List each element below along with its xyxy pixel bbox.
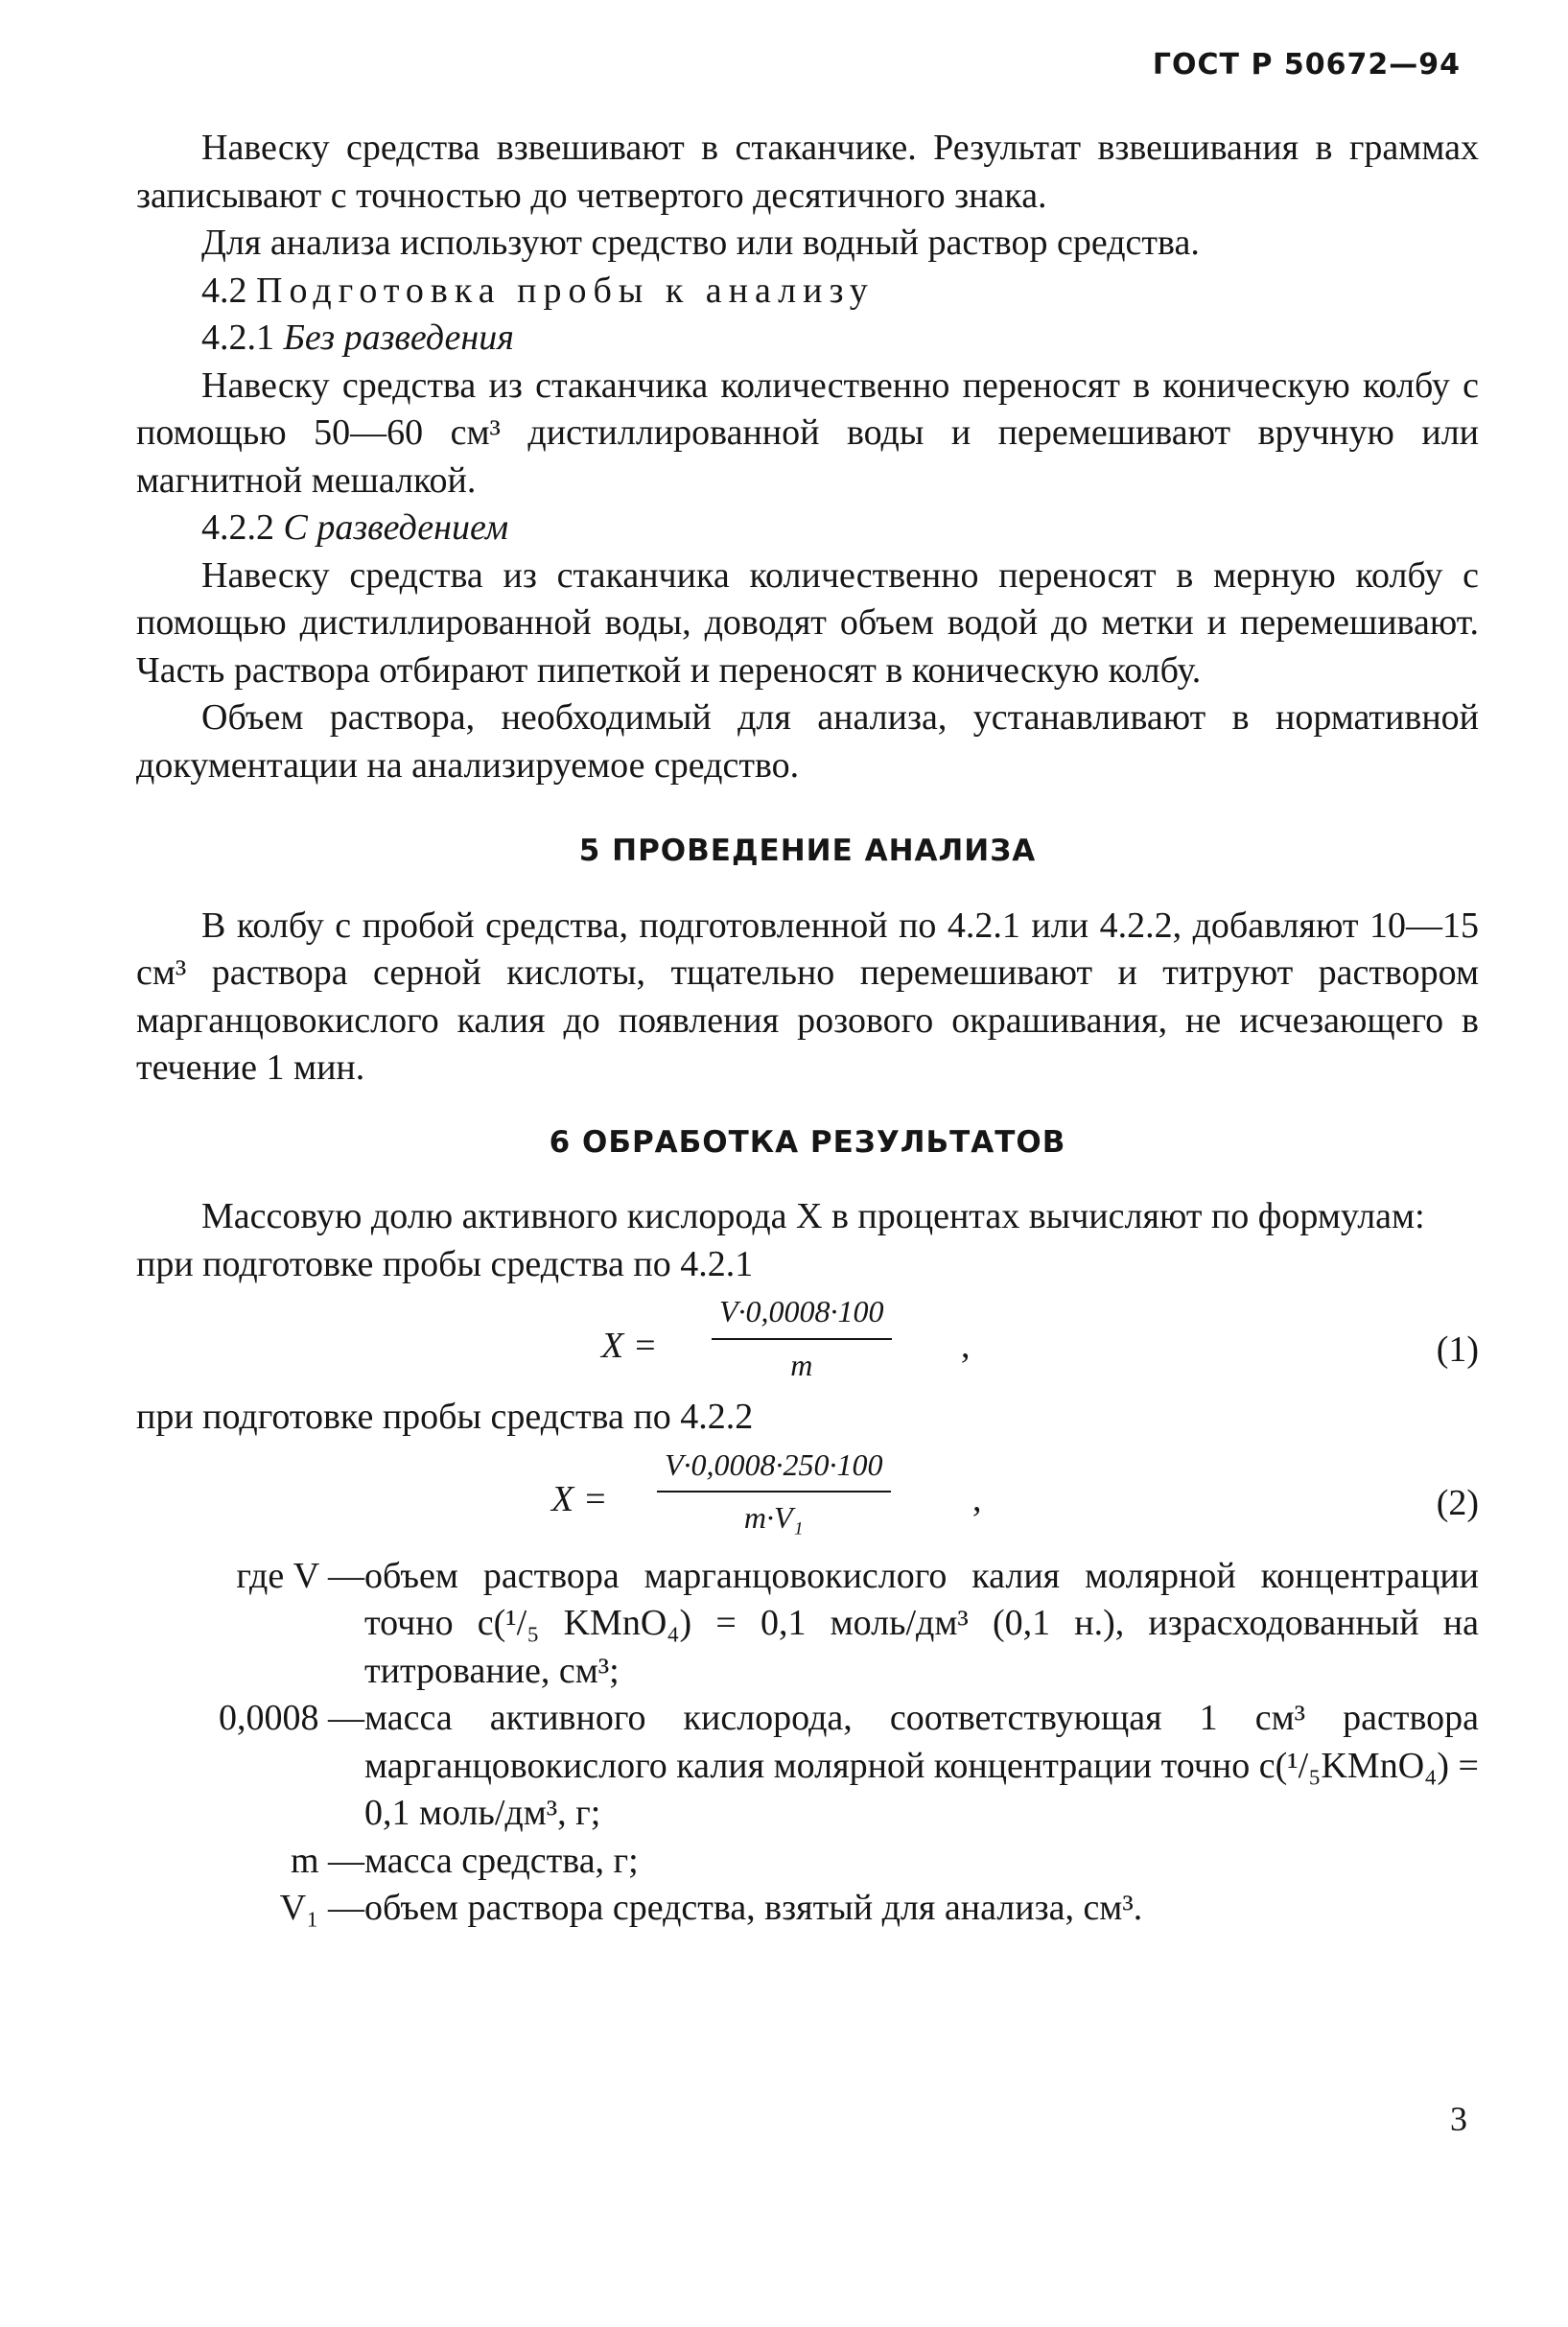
formula-1-numerator: V·0,0008·100 xyxy=(712,1288,892,1340)
formula-2-numerator: V·0,0008·250·100 xyxy=(657,1442,891,1493)
formula-1-denominator: m xyxy=(790,1347,813,1382)
formula-2-number: (2) xyxy=(1436,1482,1479,1523)
formula-1-comma: , xyxy=(961,1326,971,1366)
definition-v1-text: объем раствора средства, взятый для анализа, см³. xyxy=(364,1888,1143,1928)
section-5-heading: 5 ПРОВЕДЕНИЕ АНАЛИЗА xyxy=(578,834,1037,868)
paragraph-weighing: Навеску средства взвешивают в стаканчике. Результат взвешивания в граммах записывают с точностью до четвертого десятичного знака. xyxy=(136,128,1479,216)
section-4-2-2-number: 4.2.2 xyxy=(201,507,284,548)
paragraph-solution-volume: Объем раствора, необходимый для анализа, устанавливают в нормативной документации на анализируемое средство. xyxy=(136,697,1479,786)
definition-m-term: m — xyxy=(290,1840,364,1881)
standard-header: ГОСТ Р 50672—94 xyxy=(1152,48,1461,82)
section-4-2-2-heading xyxy=(136,505,1479,552)
section-4-2-heading xyxy=(136,268,1479,316)
formula-2-label: при подготовке пробы средства по 4.2.2 xyxy=(136,1397,754,1437)
paragraph-with-dilution: Навеску средства из стаканчика количественно переносят в мерную колбу с помощью дистиллированной воды, доводят объем водой до метки и перемешивают. Часть раствора отбирают пипеткой и переносят в коническую колбу. xyxy=(136,554,1479,691)
definition-v1 xyxy=(136,1885,1479,1933)
formula-1-label: при подготовке пробы средства по 4.2.1 xyxy=(136,1243,754,1284)
section-4-2-title: Подготовка пробы к анализу xyxy=(256,270,875,311)
paragraph-analysis-sample: Для анализа используют средство или водный раствор средства. xyxy=(201,223,1200,263)
variable-definitions xyxy=(136,1553,1479,1933)
paragraph-no-dilution: Навеску средства из стаканчика количественно переносят в коническую колбу с помощью 50—60 см³ дистиллированной воды и перемешивают вручную или магнитной мешалкой. xyxy=(136,364,1479,501)
paragraph-formula-intro: Массовую долю активного кислорода X в процентах вычисляют по формулам: xyxy=(201,1196,1425,1236)
definition-oxygen-mass xyxy=(136,1695,1479,1838)
section-4-2-1-title: Без разведения xyxy=(283,317,514,358)
formula-1-fraction xyxy=(712,1288,892,1389)
section-4-2-1-number: 4.2.1 xyxy=(201,317,284,358)
section-6-heading: 6 ОБРАБОТКА РЕЗУЛЬТАТОВ xyxy=(549,1124,1066,1160)
paragraph-analysis-procedure: В колбу с пробой средства, подготовленной по 4.2.1 или 4.2.2, добавляют 10—15 см³ раствора серной кислоты, тщательно перемешивают и титруют раствором марганцовокислого калия до появления розового окрашивания, не исчезающего в течение 1 мин. xyxy=(136,905,1479,1088)
formula-2-denominator: m·V₁ xyxy=(743,1500,804,1535)
definition-m xyxy=(136,1838,1479,1886)
definition-v-text: объем раствора марганцовокислого калия молярной концентрации точно c(¹/₅ KMnO₄) = 0,1 моль/дм³ (0,1 н.), израсходованный на титрование, см³; xyxy=(364,1555,1479,1691)
formula-1-number: (1) xyxy=(1436,1329,1479,1370)
formula-2-lhs: X = xyxy=(551,1478,608,1519)
formula-2 xyxy=(136,1442,1479,1547)
definition-v-term: где V — xyxy=(236,1555,364,1596)
definition-oxygen-mass-term: 0,0008 — xyxy=(219,1698,364,1738)
definition-oxygen-mass-text: масса активного кислорода, соответствующая 1 см³ раствора марганцовокислого калия молярной концентрации точно c(¹/₅KMnO₄) = 0,1 моль/дм³, г; xyxy=(364,1698,1479,1833)
section-4-2-1-heading xyxy=(136,315,1479,363)
formula-1-lhs: X = xyxy=(601,1326,658,1366)
definition-m-text: масса средства, г; xyxy=(364,1840,639,1881)
section-4-2-2-title: С разведением xyxy=(283,507,509,548)
section-4-2-number: 4.2 xyxy=(201,270,256,311)
definition-v1-term: V₁ — xyxy=(279,1888,364,1928)
formula-2-comma: , xyxy=(972,1478,982,1519)
definition-v xyxy=(136,1553,1479,1696)
formula-2-fraction xyxy=(657,1442,891,1542)
document-body xyxy=(136,125,1479,1933)
formula-1 xyxy=(136,1288,1479,1394)
page-number: 3 xyxy=(1450,2100,1467,2138)
